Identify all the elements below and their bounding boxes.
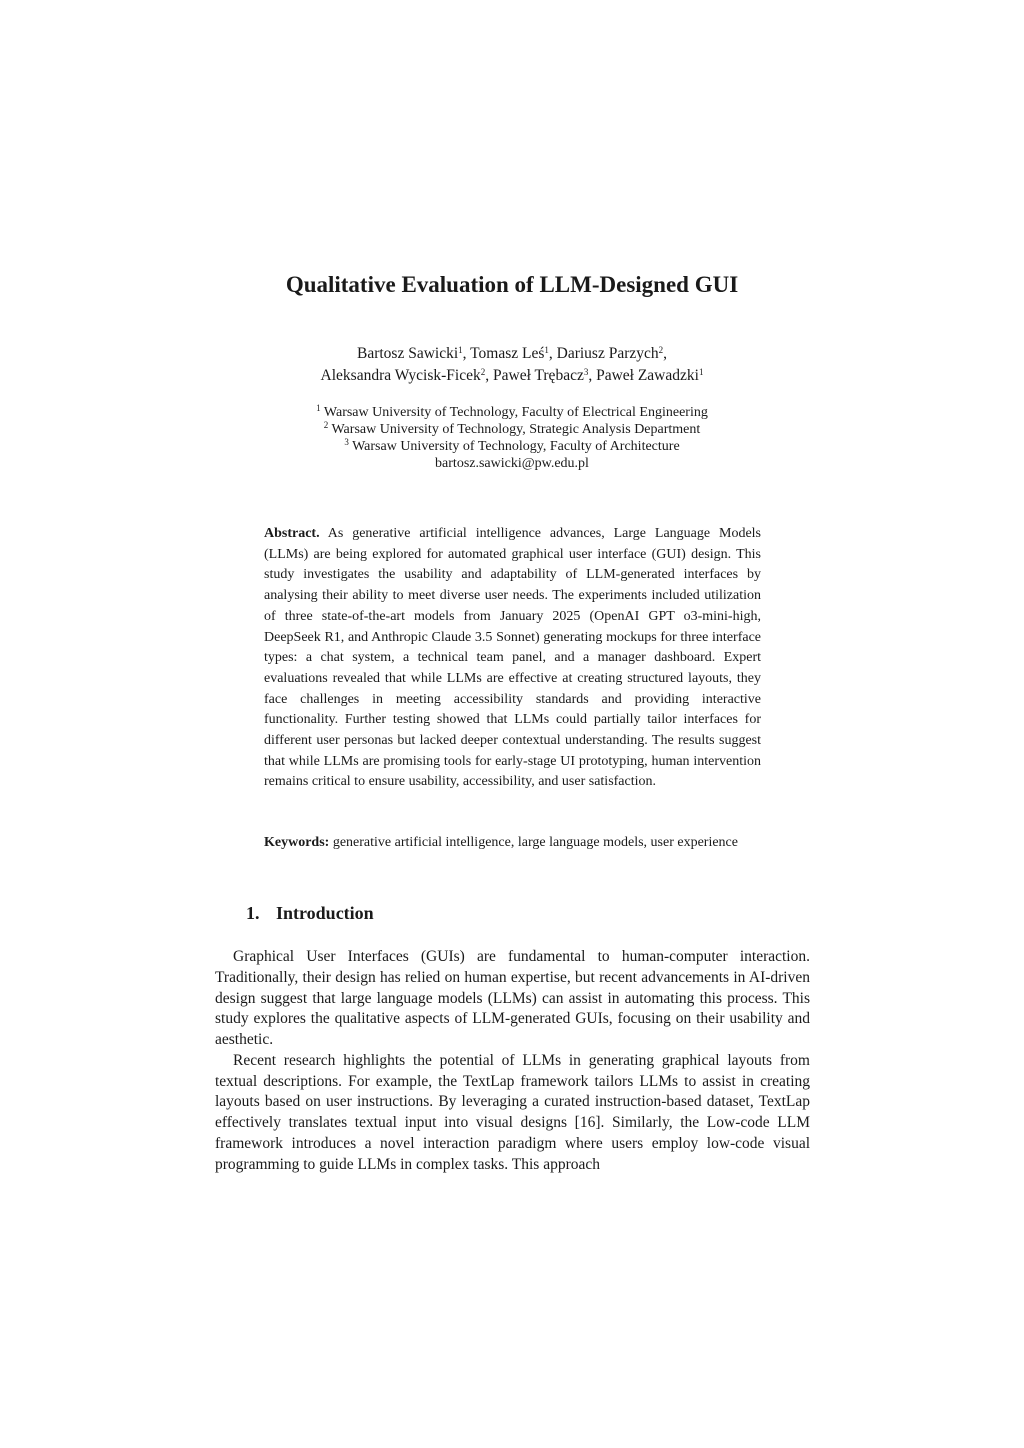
author-separator: , [663,345,668,362]
section-number: 1. [246,903,260,923]
author-separator: , [588,367,597,384]
section-heading [246,903,374,924]
contact-email[interactable]: bartosz.sawicki@pw.edu.pl [435,456,589,471]
abstract-text: As generative artificial intelligence advances, Large Language Models (LLMs) are being explored for automated graphical user interface (GUI) design. This study investigates the usability and adaptability of LLM-generated interfaces by analysing their ability to meet diverse user needs. The experiments included utilization of three state-of-the-art models from January 2025 (OpenAI GPT o3-mini-high, DeepSeek R1, and Anthropic Claude 3.5 Sonnet) generating mockups for three interface types: a chat system, a technical team panel, and a manager dashboard. Expert evaluations revealed that while LLMs are effective at creating structured layouts, they face challenges in meeting accessibility standards and providing interactive functionality. Further testing showed that LLMs could partially tailor interfaces for different user personas but lacked deeper contextual understanding. The results suggest that while LLMs are promising tools for early-stage UI prototyping, human intervention remains critical to ensure usability, accessibility, and user satisfaction. [264,526,761,790]
keywords-label: Keywords: [264,835,330,850]
author-name: Paweł Zawadzki [596,367,699,384]
author-line-1 [0,343,1024,365]
affiliation-text: Warsaw University of Technology, Faculty of Architecture [352,439,680,454]
affiliation-text: Warsaw University of Technology, Faculty of Electrical Engineering [323,405,708,420]
author-separator: , [485,367,493,384]
abstract [264,524,761,793]
author-separator: , [548,345,557,362]
author-name: Bartosz Sawicki [356,345,459,362]
affiliation-number: 3 [344,437,349,447]
section-title: Introduction [276,903,374,923]
affiliation-line [0,404,1024,421]
author-name: Dariusz Parzych [556,345,659,362]
affiliation-line [0,438,1024,455]
section-body [215,947,810,1175]
author-line-2 [0,365,1024,387]
author-affiliation-mark: 2 [480,367,486,377]
author-affiliation-mark: 3 [583,367,589,377]
affiliation-line [0,421,1024,438]
body-paragraph: Graphical User Interfaces (GUIs) are fundamental to human-computer interaction. Traditionally, their design has relied on human expertise, but recent advancements in AI-driven design suggest that large language models (LLMs) can assist in automating this process. This study explores the qualitative aspects of LLM-generated GUIs, focusing on their usability and aesthetic. [215,948,810,1048]
author-affiliation-mark: 1 [698,367,704,377]
body-paragraph: Recent research highlights the potential of LLMs in generating graphical layouts from textual descriptions. For example, the TextLap framework tailors LLMs to assist in creating layouts based on user instructions. By leveraging a curated instruction-based dataset, TextLap effectively translates textual input into visual designs [16]. Similarly, the Low-code LLM framework introduces a novel interaction paradigm where users employ low-code visual programming to guide LLMs in complex tasks. This approach [215,1051,810,1173]
affiliation-list [0,404,1024,472]
author-affiliation-mark: 1 [458,345,463,355]
author-separator: , [462,345,471,362]
affiliation-number: 2 [323,420,329,430]
keywords-text: generative artificial intelligence, large language models, user experience [332,835,738,850]
abstract-label: Abstract. [264,526,320,541]
author-affiliation-mark: 2 [658,345,664,355]
author-list [0,343,1024,387]
author-name: Aleksandra Wycisk-Ficek [320,367,481,384]
author-affiliation-mark: 1 [544,345,549,355]
affiliation-text: Warsaw University of Technology, Strategic Analysis Department [331,422,701,437]
author-name: Paweł Trębacz [493,367,584,384]
author-name: Tomasz Leś [470,345,545,362]
paper-title: Qualitative Evaluation of LLM-Designed GUI [285,272,739,297]
keywords [264,833,761,854]
affiliation-number: 1 [316,403,321,413]
